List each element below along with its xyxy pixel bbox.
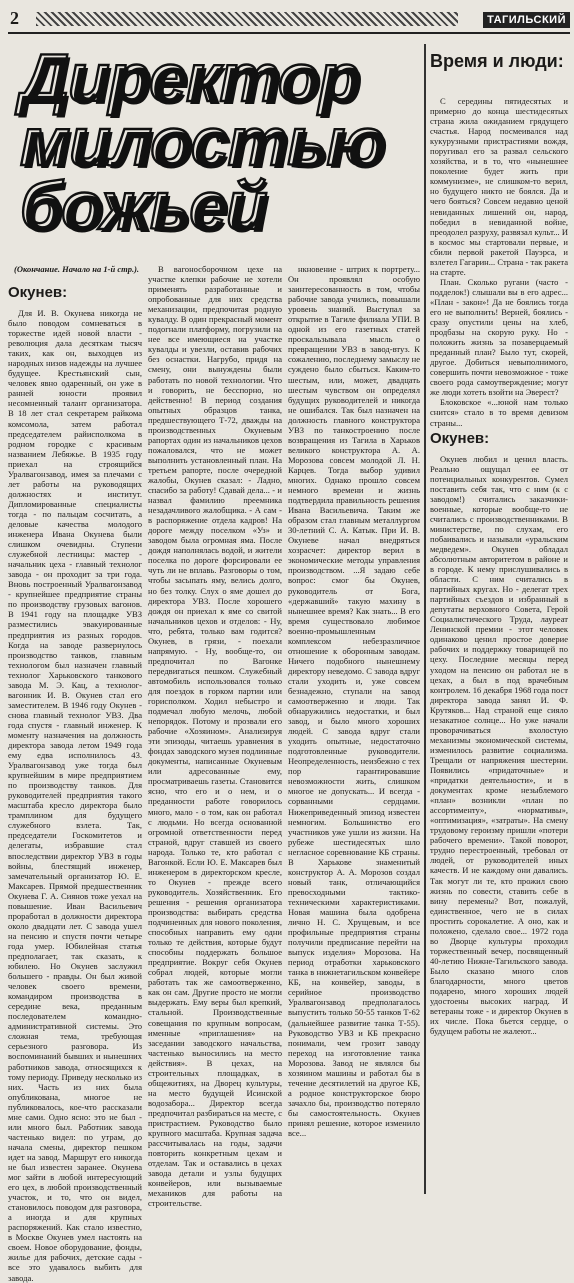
page-number: 2: [10, 8, 19, 28]
article-column-2: [148, 264, 282, 1209]
sidebar-intro: С середины пятидесятых и примерно до конца шестидесятых страна жила ожиданием грядущего счастья. Народ посмеивался над кукурузными пристрастиями вождя, поругивал его за развал сельского хозяйства, и в то, что «нынешнее поколение будет жить при коммунизме», не слишком-то верил, но будущего никто не боялся. Да и чего бояться? Совсем недавно ценой невиданных лишений он, народ, победил в невиданной войне, преодолел разруху, развязал культ... И в космос мы стартовали первые, и сбили первой ракетой Пауэрса, и взлетел Гагарин... Страна - так ракета на старте.: [430, 96, 568, 277]
sidebar-subhead: Окунев:: [430, 429, 490, 447]
headline-line-1: Директор: [20, 40, 360, 116]
article-headline: [20, 40, 420, 244]
column-divider: [424, 44, 426, 1194]
column-3-text: нкновение - штрих к портрету... Он проявлял особую заинтересованность в том, чтобы рабочие завода учились, повышали уровень знаний. Выступал за открытие в Тагиле филиала УПИ. В одной из его газетных статей проскальзывала мысль о превращении УВЗ в завод-втуз. К сожалению, последнему замыслу не суждено было сбыться. Каким-то шестым, или, может, двадцать шестым чувством он определял будущих руководителей и никогда не ошибался. Так был назначен на должность главного конструктора УВЗ по танкостроению после возвращения из Тагила в Харьков великого конструктора А. А. Морозова совсем молодой Л. Н. Карцев. Тогда выбор удивил многих. Однако прошло совсем немного времени и жизнь подтвердила правильность решения Ивана Васильевича. Таким же образом стал главным металлургом 30-летний С. А. Катык. При И. В. Окуневе начал внедряться хозрасчет: директор верил в экономические методы управления производством. ...Я задаю себе вопрос: смог бы Окунев, руководитель от Бога, «державший» такую махину в нынешнее время? Как знать... В его время существовало любимое военно-промышленным комплексом небезразличное отношение к оборонным заводам. Ничего подобного нынешнему директору неведомо. С завода вдруг стали уходить и, уже совсем безнадежно, ступали на завод самоотверженно и люди. Так обнаружились недостатки, и был завод, и было много хороших людей. С завода вдруг стали уходить опытные, недостаточно подготовленные руководители. Неопределенность, неизбежно с тех пор гарантировавшие невозможности жить, слишком многое не допускать... И всегда - сорванными сердцами. Нижеприведенный эпизод известен немногим. Большинство его участников уже ушли из жизни. На рубеже шестидесятых шло негласное соревнование КБ страны. В Харькове знаменитый конструктор А. А. Морозов создал новый танк, отличающийся превосходными тактико-техническими характеристиками. Новая машина была одобрена лично Н. С. Хрущевым, и все профильные предприятия страны получили предписание перейти на выпуск изделия» Морозова. На период отработки харьковского танка в нижнетагильском конвейере КБ, на конвейер, заводы, в серийное производство Уралвагонзавод предполагалось выпустить только 50-55 танков Т-62 (дальнейшее развитие танка Т-55). Руководство УВЗ и КБ прекрасно понимали, чем грозит заводу переход на изготовление танка Морозова. Завод не являлся бы хозяином машины и работал бы в течение десятилетий на другое КБ, а родное конструкторское бюро зачахло бы, производство потеряло бы самостоятельность. Окунев принял решение, которое изменило все...: [288, 264, 420, 1139]
headline-line-2: милостью: [20, 104, 385, 180]
sidebar-plan: План. Сколько ругани (часто - подделок!) слышали вы в его адрес... «План - закон»! Да не боялись тогда его не выполнить! Верней, боялись - сразу опустили цены на хлеб, продбазы на скорую руку. Но - положить жизнь за позаверцаемый преданный план? Было тут, скорей, другое. Добиться невыполнимого, совершить почти невозможное - тоже своего рода самоутверждение; могут же люди хотеть взойти на Эверест?: [430, 276, 568, 398]
sidebar-body: Окунев любил и ценил власть. Реально ощущал ее от потенциальных конкурентов. Сумел поставить себя так, что с ним (к с заводом!) считались заказчики-военные, которые вообще-то не считались с производственниками. В министерстве, по слухам, его побаивались и называли «уральским медведем». Окунев обладал абсолютным авторитетом в районе и в городе. К нему прислушивались в области. С ним считались в партийных кругах. Но - делегат трех партийных съездов и избранный в депутаты верховного Совета, Герой Социалистического Труда, лауреат Ленинской премии - этот человек одинаково ценил простое доверие рабочих и поддержку товарищей по цеху. Последние месяцы перед уходом на пенсию он работал не в цехах, а был в под врачебным контролем. 16 декабря 1968 года пост директора завода занял И. Ф. Крутяков... Над страной еще сияло незакатное солнце... Но уже начали проворачиваться вхолостую механизмы экономической системы, изменилось развитие социализма. Трещали от напряжения шестерни. Появились «придаточные» и «придатки деятельности», и в документах кроме незыблемого «план» возникли «план по ассортименту», «нормативы», «оптимизация», «затраты». На смену трудовому героизму пришли «потери рабочего времени». Такой поворот, трудно перестроенный, требовал от людей, от руководителей иных качеств. И не каждому они давались. Так могут ли те, кто прожил свою жизнь по совести, ставить себе в вину перемены? Вот, пожалуй, единственное, чего не в силах простить сорокалетие. А оно, как и положено, сделало свое... 1972 года во Дворце культуры проходил торжественный вечер, посвященный 40-летию Нижне-Тагильского завода. Было сказано много слов благодарности, много цветов подарено, много хороших людей удостоены высоких наград. И ветераны тоже - и директор Окунев в их числе. Пока бьется сердце, о будущем работы не жалеют...: [430, 453, 568, 1037]
header-ornament-stripe: [36, 12, 458, 26]
newspaper-header: [8, 8, 570, 34]
article-column-1: [8, 264, 142, 1283]
newspaper-name: ТАГИЛЬСКИЙ: [483, 12, 570, 28]
column-2-text: В вагоносборочном цехе на участке клепки рабочие не хотели применять разработанные и опробованные для них средства механизации, предпочитая родную кувалду. В один прекрасный момент подогнали платформу, погрузили на нее все имеющиеся на участке кувалды и увезли, оставив рабочих без оснастки. Нагрубо, придя на смену, они вынуждены были работать по новой технологии. Что и говорить, не бесспорно, но действенно! В период создания опытных образцов танка, предшествующего Т-72, дважды на производственных Окуневым рапортах один из начальников цехов пожаловался, что не может выполнить установленный план. На третьем рапорте, после очередной жалобы, Окунев сказал: - Ладно, спасибо за работу! Сдавай дела... - и назвал фамилию преемника незадачливого жалобщика. - А сам - в распоряжение отдела кадров! На дороге между поселком «Уз» и заводом была огромная яма. После дождя наполнялась водой, и жители поселка по дороге форсировали ее чуть ли не вплавь. Разговоры о том, чтобы засыпать яму, велись долго, но без толку. Слух о яме дошел до директора УВЗ. После хорошего дождя он приехал к яме со свитой начальников цехов и отделов: - Ну, что, ребята, только вам годится? Окунев, в грязи, - поехали напрямую. - Ну, вообще-то, он предпочитал по Вагонке передвигаться пешком. Служебный автомобиль использовался только для поездок в горком партии или горисполком. Ходил небыстро и подмечал любую мелочь, любой непорядок. Потому и прозвали его рабочие «Хозяином». Анализируя эти эпизоды, читаешь уравнения в фондах заводского музея подлинные документы, написанные Окуневым или адресованные ему, просматриваешь газеты. Становится ясно, что его и о нем, и о преданности работе говорилось много, мало - о том, как он работал с людьми. Но всегда основанной огромной ответственности перед страной, вдруг ставшей из своего народа. Только те, кто работал с Вагонкой. Если Ю. Е. Максарев был инженером в директорском кресле, то Окунев - прежде всего руководитель. Хозяйственник. Его решения - решения организатора производства: выбирать средства подчиненных для нового поколения, способных направить ему одни только те действия, которые будут способны поддержать большое предприятие. Вокруг себя Окунев собрал людей, которые могли работать так же самоотверженно, как он сам. Другие просто не могли выдержать. Ему веры был крепкий, стальной. Производственные совещания по крупным вопросам, именные «приглашения» на заседании заводского начальства, частенько выносились на место действия». В цехах, на строительных площадках, в общежитиях, на Дворец культуры, на место будущей Исинской водозабора... Директор всегда предпочитал разбираться на месте, с пристрастием. Руководство было крупного масштаба. Крупная задача рассчитывалась на годы, задачи повторить конкретным цехам и отделам. Так и оставались в цехах завода детали и узлы будущих конвейеров, или вызываемые механиков для работы на строительстве.: [148, 264, 282, 1209]
column-1-text: Для И. В. Окунева никогда не было поводом сомневаться в торжестве идей новой власти - революция дала десяткам тысяч таких, как он, выходцев из народных низов надежды на лучшее будущее. Крестьянский сын, человек явно одаренный, он уже в ранней юности проявил несомненный талант организатора. В 18 лет стал секретарем райкома комсомола, затем работал председателем райисполкома в родном городке с красивым названием Лебяжье. В 1935 году приехал на строящийся Уралвагонзавод, имея за плечами с лет работы на руководящих должностях и институт. Дипломированные специалисты тогда - по пальцам сосчитать, а деловые качества молодого инженера Ивана Окунева были слишком очевидны. Ступени служебной лестницы: мастер - начальник цеха - главный технолог завода - он проходит за три года. Вновь построенный Уралвагонзавод - крупнейшее предприятие страны по производству грузовых вагонов. В 1941 году на площадке УВЗ разместились эвакуированные предприятия из разных городов. Когда на заводе развернулось производство танков, главным технологом был назначен главный технолог Харьковского танкового завода М. Э. Кац, а технолог-вагонник И. В. Окунев стал его заместителем. В 1946 году Окунев - снова главный технолог УВЗ. Два года спустя - главный инженер. К моменту назначения на должность директора завода летом 1949 года ему едва исполнилось 43. Уралвагонзавод уже тогда был крупнейшим в мире предприятием по производству танков. Для руководителей предприятия такого масштаба кресло директора было трамплином для будущего служебного взлета. Так, председатели Госкомитетов и делегаты, избравшие стал впоследствии директор УВЗ в годы войны, блестящий инженер, замечательный организатор Ю. Е. Максарев. Прямой предшественник Окунева Г. А. Сиянов тоже уехал на повышение. Иван Васильевич проработал в должности директора около двадцати лет. С завода ушел на пенсию и спустя почти четыре года умер. Юбилейная статья предполагает, так сказать, к юбилею. Но Окунев заслужил большего - правды. Он был живой человек своего времени, командиром производства в середине века, преданным последователем командно-административной системы. Это сложная тема, требующая серьезного разговора. Из воспоминаний бывших и нынешних работников завода, относящихся к тому периоду. Приведу несколько из них. Часть из них была опубликована, многое не публиковалось, кое-что рассказали мне сами. Одно ясно: это не был - или много был. Работник завода частенько видел: по утрам, до начала смены, директор пешком идет на завод. Маршрут его никогда не был известен заранее. Окунева мог зайти в любой интересующий его цех, в любой производственный участок, и то, что он видел, становилось поводом для разговора, а иногда и для крупных распоряжений. Как стало известно, в Москве Окунев умел настоять на своем. Новое оборудование, фонды, жилье для рабочих, детские сады - все это удавалось выбить для завода.: [8, 308, 142, 1283]
article-subhead: Окунев:: [8, 284, 68, 301]
sidebar-column: [430, 96, 568, 1196]
article-column-3: [288, 264, 420, 1196]
headline-line-3: божьей: [20, 168, 267, 244]
sidebar-heading: Время и люди:: [430, 51, 564, 71]
sidebar-closing: Блоковское «...юной нам только снится» стало в то время девизом страны...: [430, 397, 568, 428]
continuation-note: (Окончание. Начало на 1-й стр.).: [14, 264, 140, 274]
